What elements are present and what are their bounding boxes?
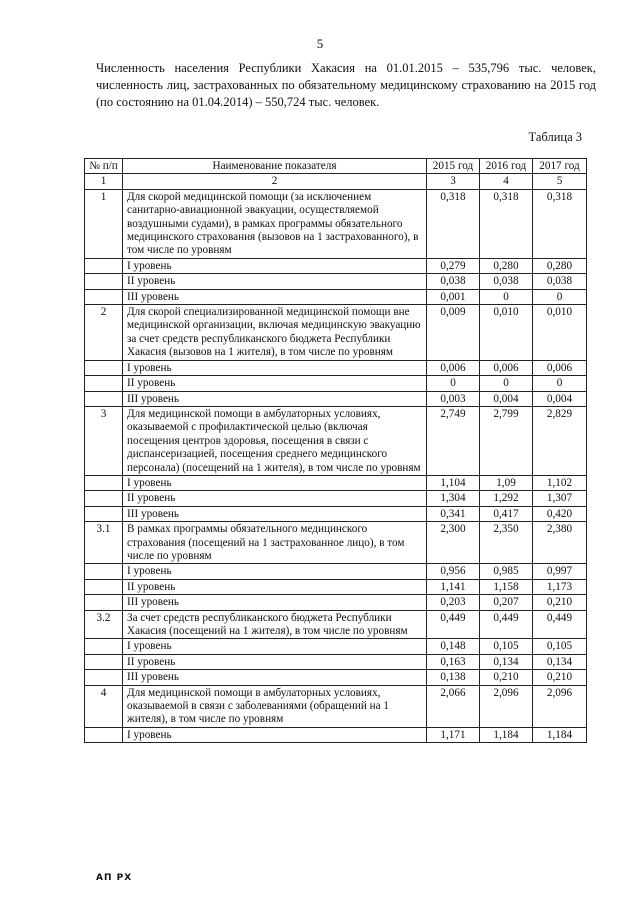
value-2017: 0,105 xyxy=(533,639,587,654)
row-number: 1 xyxy=(85,189,123,258)
table-body xyxy=(85,189,587,742)
row-number xyxy=(85,289,123,304)
indicator-name: Для скорой медицинской помощи (за исключением санитарно-авиационной эвакуации, осуществляемой воздушными судами), в рамках программы обязательного медицинского страхования (вызовов на 1 застрахованного), в том числе по уровням xyxy=(123,189,427,258)
row-number xyxy=(85,579,123,594)
value-2015: 0,956 xyxy=(427,564,480,579)
table-row xyxy=(85,522,587,564)
value-2017: 0,010 xyxy=(533,305,587,361)
table-row xyxy=(85,289,587,304)
value-2016: 1,184 xyxy=(480,727,533,742)
table-row xyxy=(85,685,587,727)
indicator-name: Для медицинской помощи в амбулаторных условиях, оказываемой с профилактической целью (включая посещения центров здоровья, посещения в связи с диспансеризацией, посещения среднего медицинского персонала) (посещений на 1 жителя), в том числе по уровням xyxy=(123,406,427,475)
header-num: № п/п xyxy=(85,159,123,174)
row-number xyxy=(85,376,123,391)
header-2017: 2017 год xyxy=(533,159,587,174)
value-2017: 0,210 xyxy=(533,595,587,610)
value-2016: 0,449 xyxy=(480,610,533,639)
value-2016: 0 xyxy=(480,289,533,304)
row-number: 2 xyxy=(85,305,123,361)
table-row xyxy=(85,639,587,654)
table-caption: Таблица 3 xyxy=(528,130,582,144)
value-2016: 1,292 xyxy=(480,491,533,506)
value-2015: 1,171 xyxy=(427,727,480,742)
row-number xyxy=(85,258,123,273)
value-2015: 2,749 xyxy=(427,406,480,475)
row-number xyxy=(85,595,123,610)
value-2017: 1,307 xyxy=(533,491,587,506)
column-number: 4 xyxy=(480,174,533,189)
indicator-name: Для скорой специализированной медицинской помощи вне медицинской организации, включая медицинскую эвакуацию за счет средств республиканского бюджета Республики Хакасия (вызовов на 1 жителя), в том числе по уровням xyxy=(123,305,427,361)
value-2017: 0,038 xyxy=(533,274,587,289)
value-2015: 0 xyxy=(427,376,480,391)
row-number: 3.2 xyxy=(85,610,123,639)
intro-paragraph: Численность населения Республики Хакасия на 01.01.2015 – 535,796 тыс. человек, численность лиц, застрахованных по обязательному медицинскому страхованию на 2015 год (по состоянию на 01.04.2014) – 550,724 тыс. человек. xyxy=(96,61,596,109)
value-2015: 2,300 xyxy=(427,522,480,564)
value-2015: 0,138 xyxy=(427,670,480,685)
column-number: 2 xyxy=(123,174,427,189)
value-2017: 0 xyxy=(533,376,587,391)
value-2017: 0,004 xyxy=(533,391,587,406)
indicator-name: II уровень xyxy=(123,376,427,391)
value-2015: 0,318 xyxy=(427,189,480,258)
row-number: 4 xyxy=(85,685,123,727)
value-2017: 0,420 xyxy=(533,506,587,521)
value-2015: 0,003 xyxy=(427,391,480,406)
value-2016: 0 xyxy=(480,376,533,391)
value-2015: 2,066 xyxy=(427,685,480,727)
value-2015: 1,304 xyxy=(427,491,480,506)
indicator-name: III уровень xyxy=(123,289,427,304)
header-2015: 2015 год xyxy=(427,159,480,174)
value-2016: 0,207 xyxy=(480,595,533,610)
table-row xyxy=(85,406,587,475)
row-number xyxy=(85,639,123,654)
indicator-name: III уровень xyxy=(123,506,427,521)
value-2015: 0,148 xyxy=(427,639,480,654)
value-2017: 2,829 xyxy=(533,406,587,475)
value-2017: 0,280 xyxy=(533,258,587,273)
table-row xyxy=(85,595,587,610)
value-2017: 0,997 xyxy=(533,564,587,579)
row-number: 3 xyxy=(85,406,123,475)
table-row xyxy=(85,305,587,361)
value-2015: 0,449 xyxy=(427,610,480,639)
column-number: 5 xyxy=(533,174,587,189)
indicator-name: II уровень xyxy=(123,491,427,506)
value-2015: 0,038 xyxy=(427,274,480,289)
table-row xyxy=(85,506,587,521)
row-number xyxy=(85,391,123,406)
value-2017: 0,006 xyxy=(533,360,587,375)
indicator-name: III уровень xyxy=(123,670,427,685)
column-number: 3 xyxy=(427,174,480,189)
header-2016: 2016 год xyxy=(480,159,533,174)
indicator-name: I уровень xyxy=(123,639,427,654)
table-row xyxy=(85,360,587,375)
value-2017: 1,173 xyxy=(533,579,587,594)
value-2016: 0,038 xyxy=(480,274,533,289)
value-2016: 0,210 xyxy=(480,670,533,685)
value-2015: 0,203 xyxy=(427,595,480,610)
table-row xyxy=(85,491,587,506)
value-2016: 1,09 xyxy=(480,475,533,490)
value-2017: 0,449 xyxy=(533,610,587,639)
indicator-name: За счет средств республиканского бюджета Республики Хакасия (посещений на 1 жителя), в том числе по уровням xyxy=(123,610,427,639)
indicator-name: II уровень xyxy=(123,654,427,669)
value-2016: 0,417 xyxy=(480,506,533,521)
table-row xyxy=(85,579,587,594)
indicator-name: I уровень xyxy=(123,475,427,490)
indicators-table xyxy=(84,158,587,743)
table-row xyxy=(85,258,587,273)
table-row xyxy=(85,274,587,289)
column-number: 1 xyxy=(85,174,123,189)
indicator-name: II уровень xyxy=(123,579,427,594)
value-2016: 0,105 xyxy=(480,639,533,654)
table-row xyxy=(85,376,587,391)
value-2017: 0,318 xyxy=(533,189,587,258)
indicator-name: III уровень xyxy=(123,391,427,406)
value-2017: 1,184 xyxy=(533,727,587,742)
indicator-name: II уровень xyxy=(123,274,427,289)
row-number: 3.1 xyxy=(85,522,123,564)
value-2016: 2,799 xyxy=(480,406,533,475)
row-number xyxy=(85,506,123,521)
indicator-name: I уровень xyxy=(123,360,427,375)
table-row xyxy=(85,189,587,258)
row-number xyxy=(85,360,123,375)
value-2015: 0,279 xyxy=(427,258,480,273)
value-2017: 0,134 xyxy=(533,654,587,669)
table-row xyxy=(85,654,587,669)
value-2016: 2,350 xyxy=(480,522,533,564)
row-number xyxy=(85,670,123,685)
value-2016: 0,134 xyxy=(480,654,533,669)
row-number xyxy=(85,274,123,289)
table-row xyxy=(85,475,587,490)
value-2016: 1,158 xyxy=(480,579,533,594)
header-name: Наименование показателя xyxy=(123,159,427,174)
value-2017: 0 xyxy=(533,289,587,304)
value-2017: 2,096 xyxy=(533,685,587,727)
value-2015: 0,009 xyxy=(427,305,480,361)
value-2015: 0,341 xyxy=(427,506,480,521)
table-header-row xyxy=(85,159,587,174)
table-row xyxy=(85,391,587,406)
table-row xyxy=(85,670,587,685)
table-row xyxy=(85,727,587,742)
footer-stamp: АП РХ xyxy=(96,873,133,883)
row-number xyxy=(85,727,123,742)
indicator-name: I уровень xyxy=(123,727,427,742)
indicator-name: I уровень xyxy=(123,258,427,273)
indicator-name: III уровень xyxy=(123,595,427,610)
value-2015: 0,006 xyxy=(427,360,480,375)
indicator-name: I уровень xyxy=(123,564,427,579)
value-2017: 0,210 xyxy=(533,670,587,685)
value-2016: 0,280 xyxy=(480,258,533,273)
value-2016: 0,010 xyxy=(480,305,533,361)
value-2016: 0,318 xyxy=(480,189,533,258)
value-2016: 0,006 xyxy=(480,360,533,375)
value-2015: 1,104 xyxy=(427,475,480,490)
value-2015: 0,163 xyxy=(427,654,480,669)
table-row xyxy=(85,610,587,639)
value-2015: 0,001 xyxy=(427,289,480,304)
value-2017: 2,380 xyxy=(533,522,587,564)
page-number: 5 xyxy=(316,36,324,51)
column-number-row xyxy=(85,174,587,189)
value-2016: 2,096 xyxy=(480,685,533,727)
indicator-name: Для медицинской помощи в амбулаторных условиях, оказываемой в связи с заболеваниями (обращений на 1 жителя), в том числе по уровням xyxy=(123,685,427,727)
row-number xyxy=(85,564,123,579)
row-number xyxy=(85,475,123,490)
table-row xyxy=(85,564,587,579)
value-2017: 1,102 xyxy=(533,475,587,490)
row-number xyxy=(85,654,123,669)
row-number xyxy=(85,491,123,506)
value-2015: 1,141 xyxy=(427,579,480,594)
value-2016: 0,985 xyxy=(480,564,533,579)
value-2016: 0,004 xyxy=(480,391,533,406)
indicator-name: В рамках программы обязательного медицинского страхования (посещений на 1 застрахованное лицо), в том числе по уровням xyxy=(123,522,427,564)
